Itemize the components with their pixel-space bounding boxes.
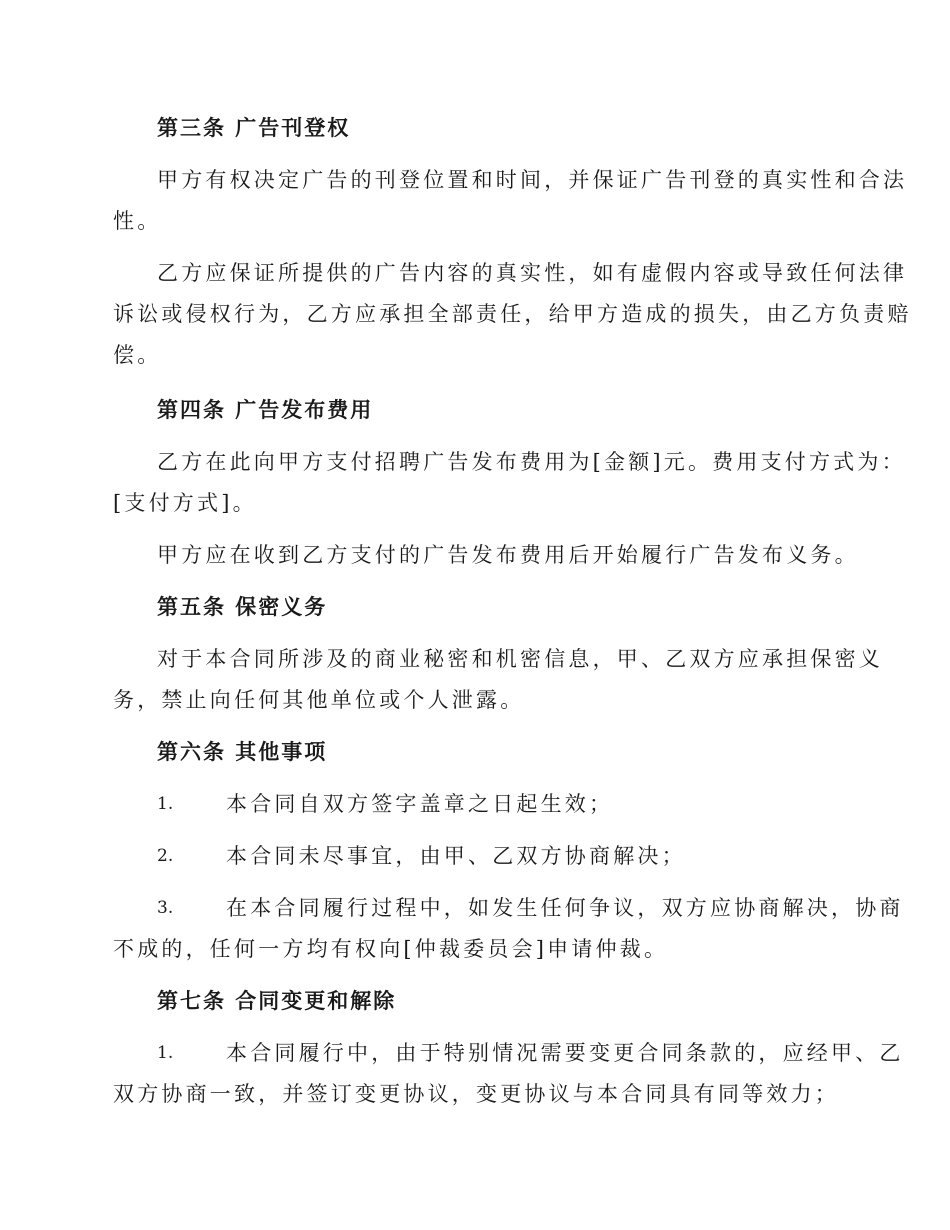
list-item-number: 1. <box>157 794 174 814</box>
paragraph-line: 甲方应在收到乙方支付的广告发布费用后开始履行广告发布义务。 <box>157 543 859 567</box>
list-item-number: 3. <box>157 898 174 918</box>
list-item-continuation: 双方协商一致，并签订变更协议，变更协议与本合同具有同等效力； <box>113 1082 839 1106</box>
paragraph-line: [支付方式]。 <box>113 491 257 515</box>
list-item-text: 本合同自双方签字盖章之日起生效； <box>226 792 614 816</box>
paragraph-line: 诉讼或侵权行为，乙方应承担全部责任，给甲方造成的损失，由乙方负责赔 <box>113 302 912 326</box>
list-item-number: 2. <box>157 846 174 866</box>
list-item-text: 在本合同履行过程中，如发生任何争议，双方应协商解决，协商 <box>226 896 904 920</box>
paragraph-line: 性。 <box>113 209 162 233</box>
paragraph-line: 对于本合同所涉及的商业秘密和机密信息，甲、乙双方应承担保密义 <box>157 647 883 671</box>
list-item-text: 本合同未尽事宜，由甲、乙双方协商解决； <box>226 844 686 868</box>
paragraph-line: 乙方在此向甲方支付招聘广告发布费用为[金额]元。费用支付方式为： <box>157 450 906 474</box>
section-heading: 第三条 广告刊登权 <box>157 115 351 140</box>
list-item-number: 1. <box>157 1043 174 1063</box>
list-item-text: 本合同履行中，由于特别情况需要变更合同条款的，应经甲、乙 <box>226 1041 904 1065</box>
paragraph-line: 偿。 <box>113 343 162 367</box>
section-heading: 第五条 保密义务 <box>157 594 328 619</box>
section-heading: 第四条 广告发布费用 <box>157 397 374 422</box>
list-item-continuation: 不成的，任何一方均有权向[仲裁委员会]申请仲裁。 <box>113 937 669 961</box>
paragraph-line: 乙方应保证所提供的广告内容的真实性，如有虚假内容或导致任何法律 <box>157 261 908 285</box>
section-heading: 第七条 合同变更和解除 <box>157 988 397 1013</box>
paragraph-line: 甲方有权决定广告的刊登位置和时间，并保证广告刊登的真实性和合法 <box>157 168 908 192</box>
section-heading: 第六条 其他事项 <box>157 739 328 764</box>
paragraph-line: 务，禁止向任何其他单位或个人泄露。 <box>113 688 525 712</box>
